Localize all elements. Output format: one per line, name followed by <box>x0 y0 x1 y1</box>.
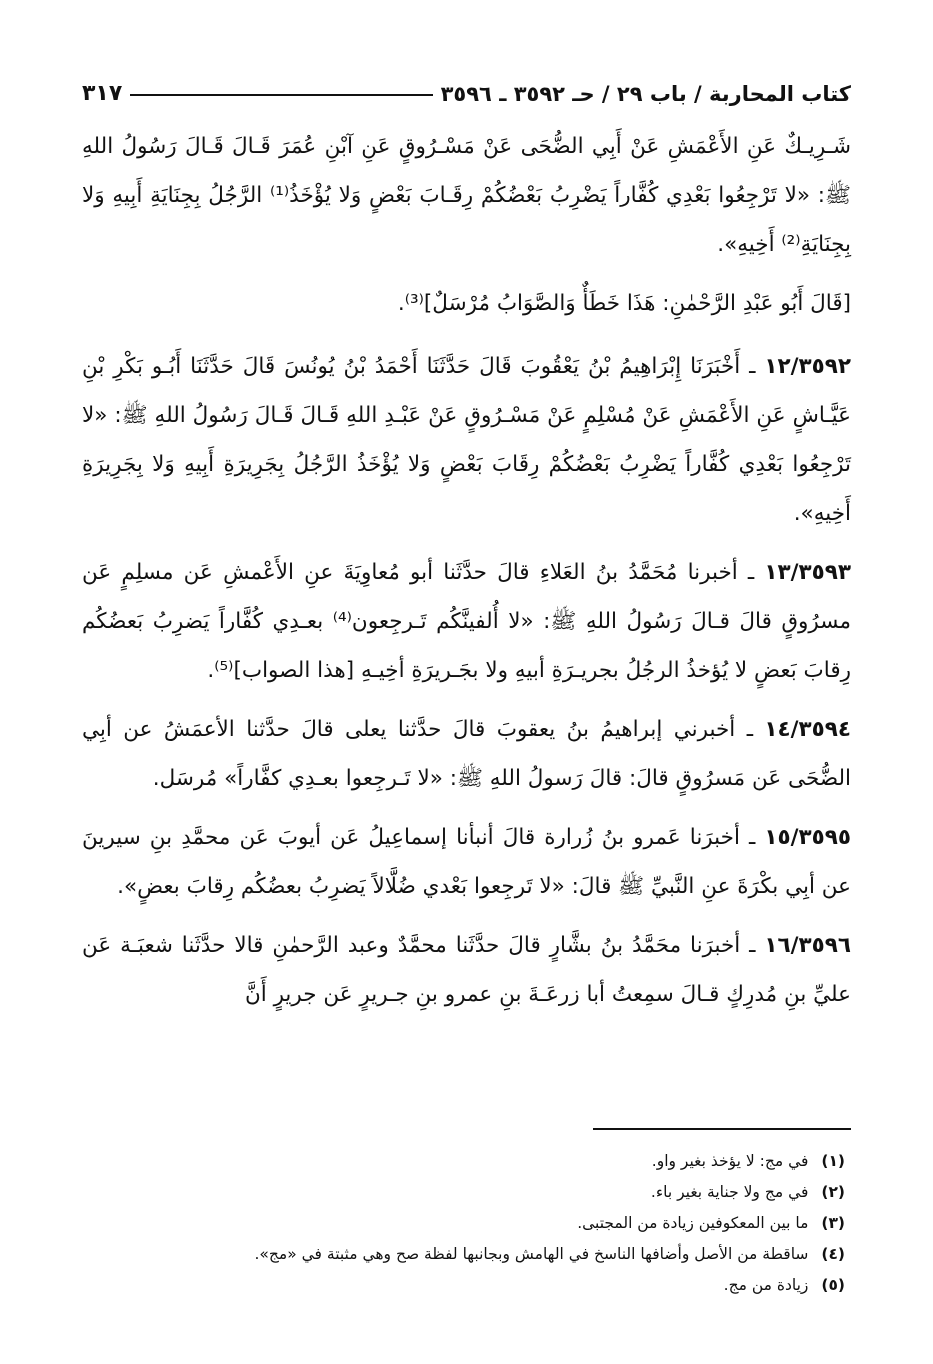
paragraph-text: شَـرِيـكٌ عَنِ الأَعْمَشِ عَنْ أَبِي الضُّحَى عَنْ مَسْـرُوقٍ عَنِ آبْنِ عُمَرَ قَـالَ قَـالَ رَسُولُ اللهِ ﷺ: «لا تَرْجِعُوا بَعْدِي كُفَّاراً يَضْرِبُ بَعْضُكُمْ رِقَـابَ بَعْضٍ وَلا يُؤْخَذُ⁽¹⁾ الرَّجُلُ بِجِنَايَةِ أَبِيهِ وَلا بِجِنَايَةِ⁽²⁾ أَخِيهِ». <box>82 134 851 257</box>
footnote-item <box>82 1270 845 1301</box>
footnotes <box>82 1146 845 1301</box>
hadith-continuation <box>82 122 851 269</box>
hadith-number: ١٥/٣٥٩٥ <box>764 825 851 850</box>
hadith-3593 <box>82 548 851 695</box>
paragraph-text: ـ أخبرَنا عَمرو بنُ زُرارة قالَ أنبأنا إسماعِيلُ عَن أيوبَ عَن محمَّدِ بنِ سيرينَ عن أبِي بكْرَةَ عنِ النَّبيِّ ﷺ قالَ: «لا تَرجِعوا بَعْدي ضُلَّالاً يَضرِبُ بعضُكُم رِقابَ بعضٍ». <box>82 825 851 899</box>
hadith-number: ١٦/٣٥٩٦ <box>764 933 851 958</box>
footnote-number: (٣) <box>821 1214 845 1232</box>
editor-note <box>82 279 851 328</box>
hadith-number: ١٤/٣٥٩٤ <box>764 717 851 742</box>
footnote-text: في مج: لا يؤخذ بغير واو. <box>651 1152 809 1170</box>
hadith-number: ١٢/٣٥٩٢ <box>764 354 851 379</box>
hadith-3592 <box>82 342 851 538</box>
footnote-text: في مج ولا جناية بغير باء. <box>650 1183 809 1201</box>
hadith-3595 <box>82 813 851 911</box>
footnote-number: (٤) <box>821 1245 845 1263</box>
paragraph-text: [قَالَ أَبُو عَبْدِ الرَّحْمٰنِ: هَذَا خَطَأٌ وَالصَّوَابُ مُرْسَلٌ]⁽³⁾. <box>397 291 851 316</box>
footnote-item <box>82 1208 845 1239</box>
footnote-number: (١) <box>821 1152 845 1170</box>
footnote-separator <box>593 1128 851 1130</box>
paragraph-text: ـ أخبرَنا محَمَّدُ بنُ بشَّارٍ قالَ حدَّثَنا محمَّدٌ وعبد الرَّحمٰنِ قالا حدَّثَنا شعبَـة عَن عليِّ بنِ مُدرِكٍ قـالَ سمِعتُ أبا زرعَـةَ بنِ عمرو بنِ جـريرٍ عَن جريرٍ أَنَّ <box>82 933 851 1007</box>
footnote-text: ساقطة من الأصل وأضافها الناسخ في الهامش وبجانبها لفظة صح وهي مثبتة في «مج». <box>254 1245 809 1263</box>
hadith-number: ١٣/٣٥٩٣ <box>764 560 851 585</box>
page-header <box>82 70 851 110</box>
hadith-3594 <box>82 705 851 803</box>
footnote-number: (٢) <box>821 1183 845 1201</box>
footnote-text: ما بين المعكوفين زيادة من المجتبى. <box>577 1214 809 1232</box>
main-text <box>82 122 851 1029</box>
footnote-item <box>82 1177 845 1208</box>
footnote-text: زيادة من مج. <box>723 1276 809 1294</box>
footnote-item <box>82 1146 845 1177</box>
header-rule <box>130 94 432 96</box>
hadith-3596 <box>82 921 851 1019</box>
paragraph-text: ـ أخبرني إبراهيمُ بنُ يعقوبَ قالَ حدَّثنا يعلى قالَ حدَّثنا الأعمَشُ عن أبِي الضُّحَى عَن مَسرُوقٍ قالَ: قالَ رَسولُ اللهِ ﷺ: «لا تَـرجِعوا بعـدِي كفَّاراً» مُرسَل. <box>82 717 851 791</box>
footnote-number: (٥) <box>821 1276 845 1294</box>
running-title: كتاب المحاربة / باب ٢٩ / حـ ٣٥٩٢ ـ ٣٥٩٦ <box>440 82 851 106</box>
paragraph-text: ـ أَخْبَرَنَا إِبْرَاهِيمُ بْنُ يَعْقُوبَ قَالَ حَدَّثَنَا أَحْمَدُ بْنُ يُونُسَ قَالَ حَدَّثَنَا أَبُـو بَكْرِ بْنِ عَيَّـاشٍ عَنِ الأَعْمَشِ عَنْ مُسْلِمٍ عَنْ مَسْـرُوقٍ عَنْ عَبْـدِ اللهِ قَـالَ قَـالَ رَسُولُ اللهِ ﷺ: «لا تَرْجِعُوا بَعْدِي كُفَّاراً يَضْرِبُ بَعْضُكُمْ رِقَابَ بَعْضٍ وَلا يُؤْخَذُ الرَّجُلُ بِجَرِيرَةِ أَبِيهِ وَلا بِجَرِيرَةِ أَخِيهِ». <box>82 354 851 526</box>
page-number: ٣١٧ <box>82 81 123 106</box>
paragraph-text: ـ أخبرنا مُحَمَّدُ بنُ العَلاءِ قالَ حدَّثَنا أبو مُعاوِيَةَ عنِ الأَعْمشِ عَن مسلِمٍ عَن مسرُوقٍ قالَ قـالَ رَسُولُ اللهِ ﷺ: «لا أُلفينَّكُم تَـرجِعون⁽⁴⁾ بعـدِي كُفَّاراً يَضرِبُ بَعضُكُم رِقابَ بَعضٍ لا يُؤخذُ الرجُلُ بجريـرَةِ أبيهِ ولا بجَـريرَةِ أخِيـهِ [هذا الصواب]⁽⁵⁾. <box>82 560 851 683</box>
footnote-item <box>82 1239 845 1270</box>
